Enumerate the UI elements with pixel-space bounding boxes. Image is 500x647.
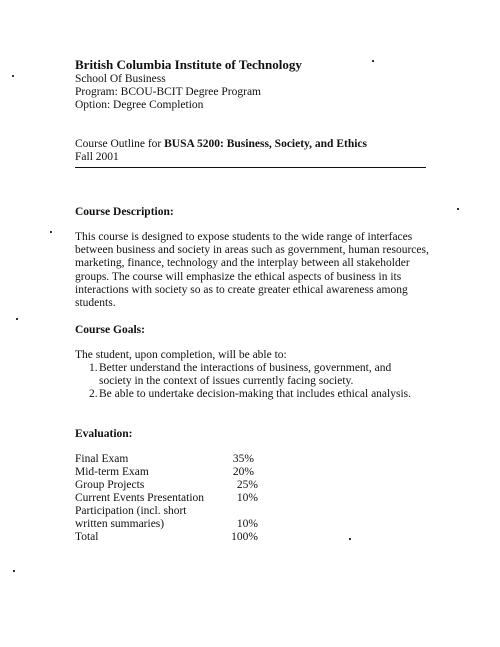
evaluation-heading: Evaluation: <box>75 428 133 440</box>
school-name: School Of Business <box>75 73 166 85</box>
goal-text-continued: society in the context of issues currently facing society. <box>99 375 354 387</box>
course-outline-line <box>75 138 367 151</box>
scan-speck <box>372 60 374 62</box>
description-heading: Course Description: <box>75 206 174 218</box>
description-line: groups. The course will emphasize the ethical aspects of business in its <box>75 270 402 283</box>
goal-item <box>75 362 435 388</box>
evaluation-value: 10% <box>236 492 258 504</box>
evaluation-value: 20% <box>232 466 254 478</box>
evaluation-label: Group Projects <box>75 479 145 491</box>
header-divider <box>75 167 426 168</box>
goal-item <box>75 388 435 401</box>
evaluation-total-label: Total <box>75 531 99 543</box>
goal-text: Better understand the interactions of business, government, and <box>99 362 392 374</box>
scan-speck <box>16 318 18 320</box>
evaluation-label: Current Events Presentation <box>75 492 205 504</box>
description-line: between business and society in areas such as government, human resources, <box>75 244 429 257</box>
goal-number: 1. <box>89 362 98 374</box>
evaluation-value: 35% <box>232 453 254 465</box>
goals-list <box>75 362 435 401</box>
institution-title: British Columbia Institute of Technology <box>75 57 302 72</box>
evaluation-value: 10% <box>236 518 258 530</box>
course-term: Fall 2001 <box>75 151 119 163</box>
description-line: students. <box>75 297 116 310</box>
program-line: Program: BCOU-BCIT Degree Program <box>75 86 261 98</box>
scan-speck <box>12 75 14 77</box>
goals-heading: Course Goals: <box>75 324 145 336</box>
scan-speck <box>457 208 459 210</box>
description-line: This course is designed to expose students to the wide range of interfaces <box>75 231 413 243</box>
scan-speck <box>50 231 52 233</box>
scan-speck <box>13 570 15 572</box>
evaluation-label: written summaries) <box>75 518 165 530</box>
course-outline-title: BUSA 5200: Business, Society, and Ethics <box>164 138 367 150</box>
goals-intro: The student, upon completion, will be able to: <box>75 349 287 361</box>
evaluation-value: 25% <box>236 479 258 491</box>
goal-text: Be able to undertake decision-making that includes ethical analysis. <box>99 388 411 400</box>
evaluation-label: Participation (incl. short <box>75 505 187 517</box>
evaluation-label: Final Exam <box>75 453 129 465</box>
description-line: marketing, finance, technology and the interplay between all stakeholder <box>75 257 410 270</box>
description-paragraph <box>75 231 431 310</box>
scan-speck <box>349 538 351 540</box>
description-line: interactions with society so as to create greater ethical awareness among <box>75 283 408 296</box>
course-outline-prefix: Course Outline for <box>75 138 165 150</box>
evaluation-total-value: 100% <box>231 531 258 543</box>
evaluation-label: Mid-term Exam <box>75 466 149 478</box>
goal-number: 2. <box>89 388 98 400</box>
option-line: Option: Degree Completion <box>75 99 204 111</box>
